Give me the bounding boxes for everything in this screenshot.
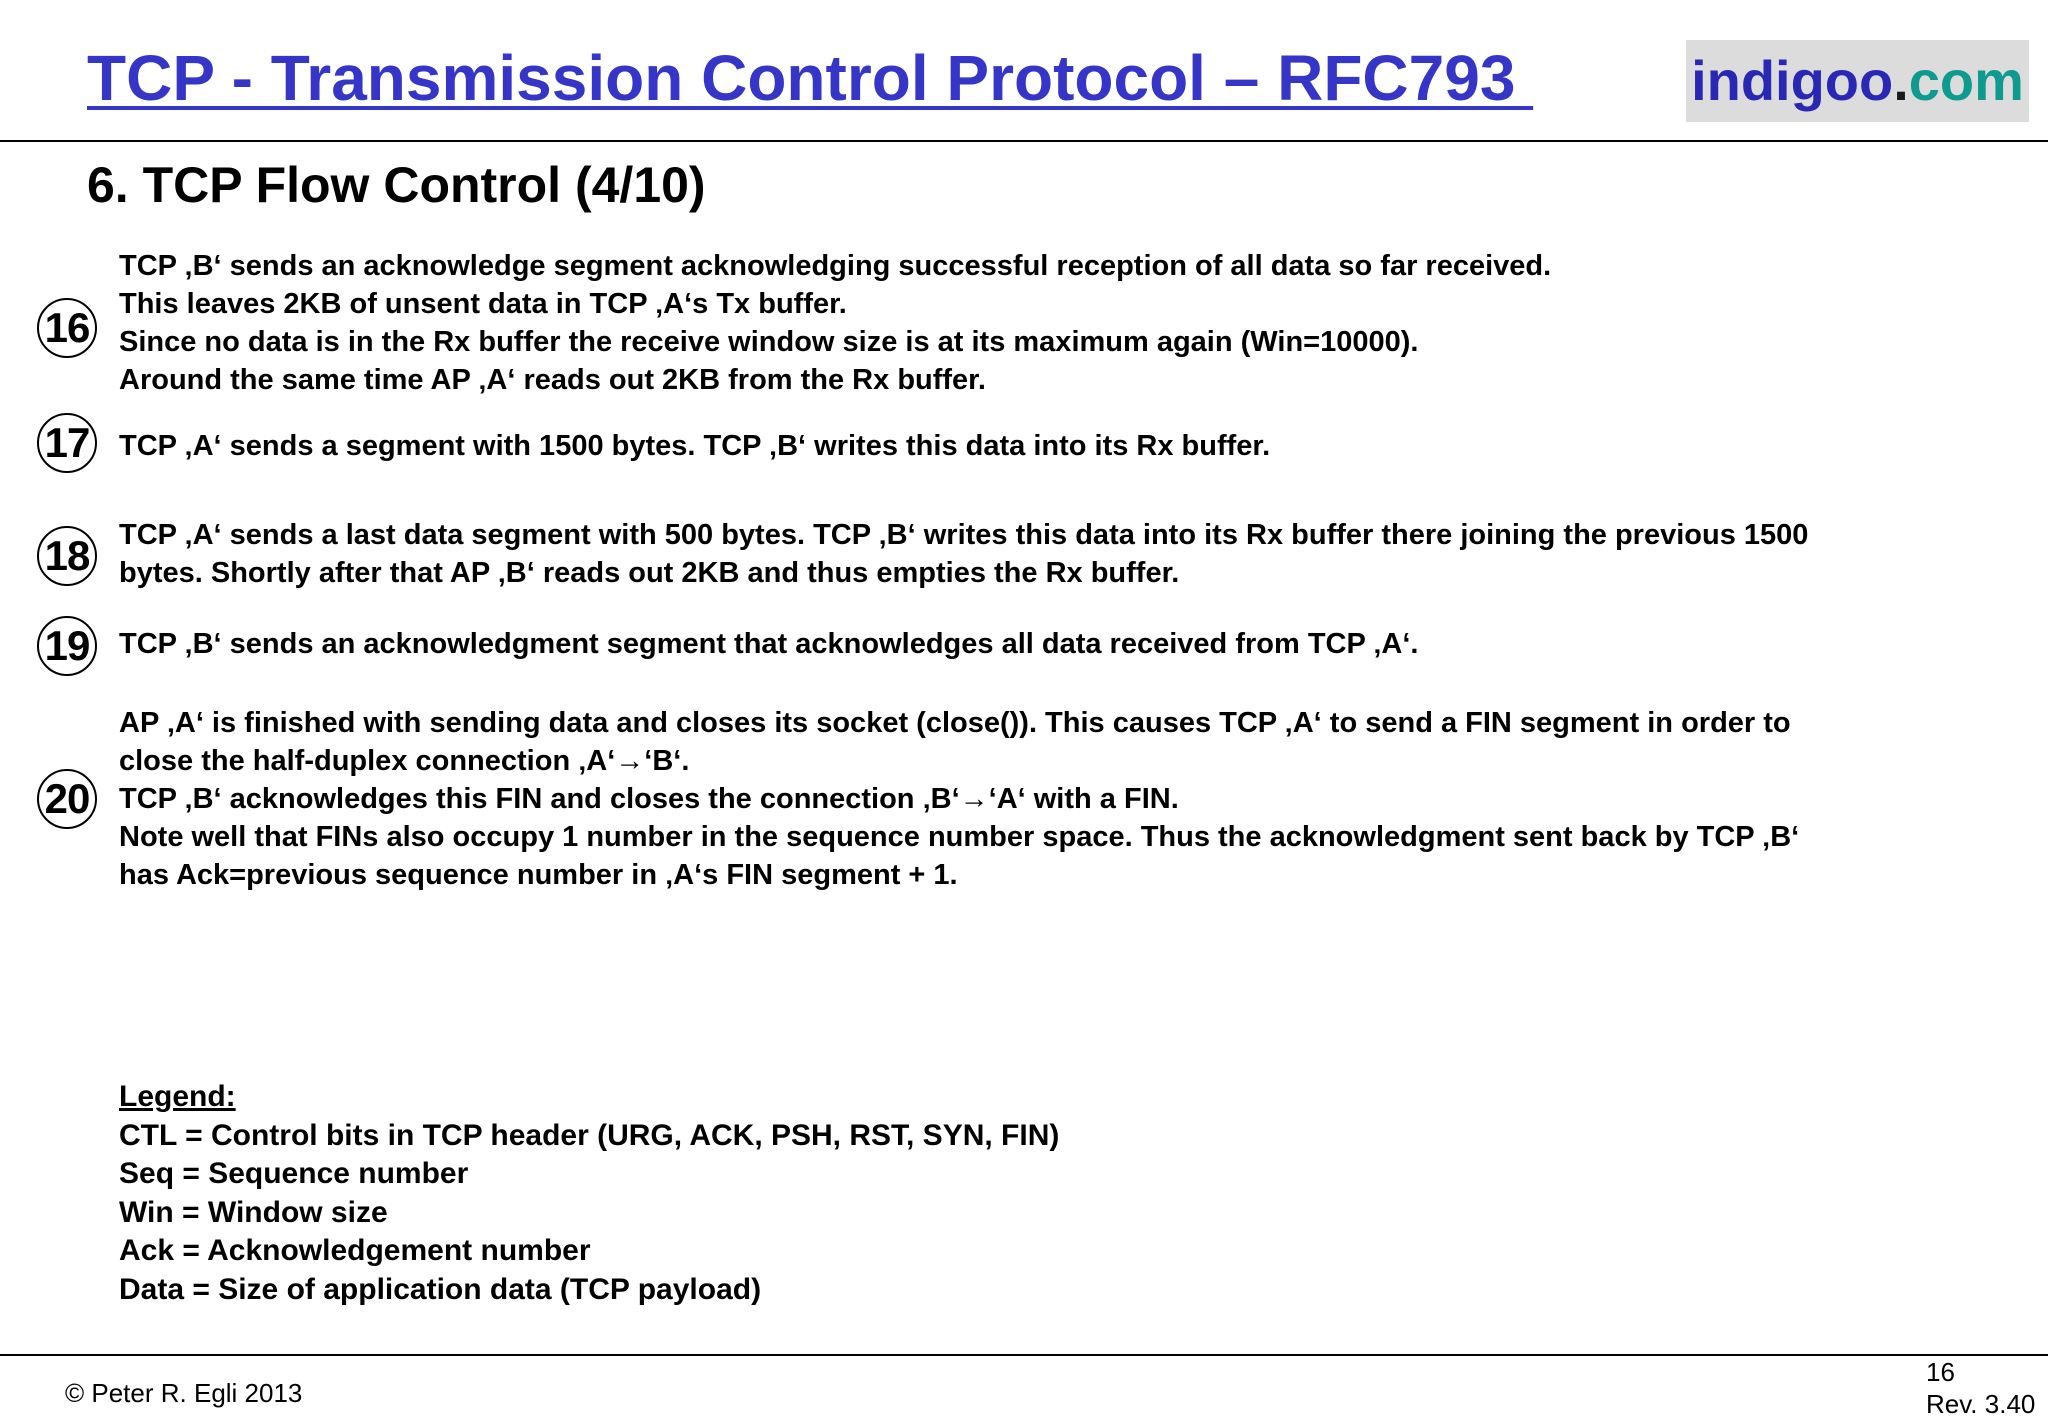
step-line: This leaves 2KB of unsent data in TCP ‚A‘s Tx buffer. xyxy=(119,288,847,320)
step-line: TCP ‚B‘ sends an acknowledgment segment that acknowledges all data received from TCP ‚A‘. xyxy=(119,628,1419,660)
step-line: TCP ‚B‘ acknowledges this FIN and closes the connection ‚B‘→‘A‘ with a FIN. xyxy=(119,783,1179,815)
step-number-badge: 16 xyxy=(37,298,97,358)
brand-tld: com xyxy=(1908,49,2024,112)
legend-item: Data = Size of application data (TCP payload) xyxy=(119,1272,762,1306)
step-description xyxy=(119,516,2019,592)
header-divider xyxy=(0,140,2048,142)
step-description xyxy=(119,427,2019,465)
page-number: 16 xyxy=(1926,1357,1955,1387)
step-line: TCP ‚B‘ sends an acknowledge segment acknowledging successful reception of all data so far received. xyxy=(119,250,1552,282)
footer-divider xyxy=(0,1354,2048,1356)
step-line: close the half-duplex connection ‚A‘→‘B‘. xyxy=(119,745,690,777)
step-description xyxy=(119,247,2019,399)
legend xyxy=(119,1078,1059,1309)
brand-name: indigoo xyxy=(1691,49,1894,112)
step-line: bytes. Shortly after that AP ‚B‘ reads out 2KB and thus empties the Rx buffer. xyxy=(119,557,1180,589)
step-number-badge: 20 xyxy=(37,769,97,829)
step-description xyxy=(119,704,2019,894)
step-line: Around the same time AP ‚A‘ reads out 2KB from the Rx buffer. xyxy=(119,364,986,396)
legend-item: CTL = Control bits in TCP header (URG, ACK, PSH, RST, SYN, FIN) xyxy=(119,1118,1060,1152)
step-number-badge: 17 xyxy=(37,413,97,473)
section-heading: 6. TCP Flow Control (4/10) xyxy=(87,157,706,213)
step-line: TCP ‚A‘ sends a last data segment with 500 bytes. TCP ‚B‘ writes this data into its Rx buffer there joining the previous 1500 xyxy=(119,519,1809,551)
legend-item: Seq = Sequence number xyxy=(119,1157,469,1190)
slide-title: TCP - Transmission Control Protocol – RFC793 xyxy=(87,42,1534,114)
brand-logo xyxy=(1686,40,2029,122)
step-line: has Ack=previous sequence number in ‚A‘s FIN segment + 1. xyxy=(119,859,958,891)
step-line: Since no data is in the Rx buffer the receive window size is at its maximum again (Win=10000). xyxy=(119,326,1419,358)
step-line: TCP ‚A‘ sends a segment with 1500 bytes. TCP ‚B‘ writes this data into its Rx buffer. xyxy=(119,430,1271,462)
revision-label: Rev. 3.40 xyxy=(1926,1389,2036,1419)
legend-title: Legend: xyxy=(119,1080,236,1113)
legend-item: Win = Window size xyxy=(119,1195,388,1229)
step-line: AP ‚A‘ is finished with sending data and closes its socket (close()). This causes TCP ‚A‘ to send a FIN segment in order to xyxy=(119,707,1791,739)
step-number-badge: 19 xyxy=(37,616,97,676)
legend-item: Ack = Acknowledgement number xyxy=(119,1234,591,1267)
brand-dot: . xyxy=(1893,49,1909,112)
copyright-notice: © Peter R. Egli 2013 xyxy=(65,1378,303,1408)
step-line: Note well that FINs also occupy 1 number in the sequence number space. Thus the acknowledgment sent back by TCP ‚B‘ xyxy=(119,821,1800,853)
step-description xyxy=(119,625,2019,663)
step-number-badge: 18 xyxy=(37,526,97,586)
